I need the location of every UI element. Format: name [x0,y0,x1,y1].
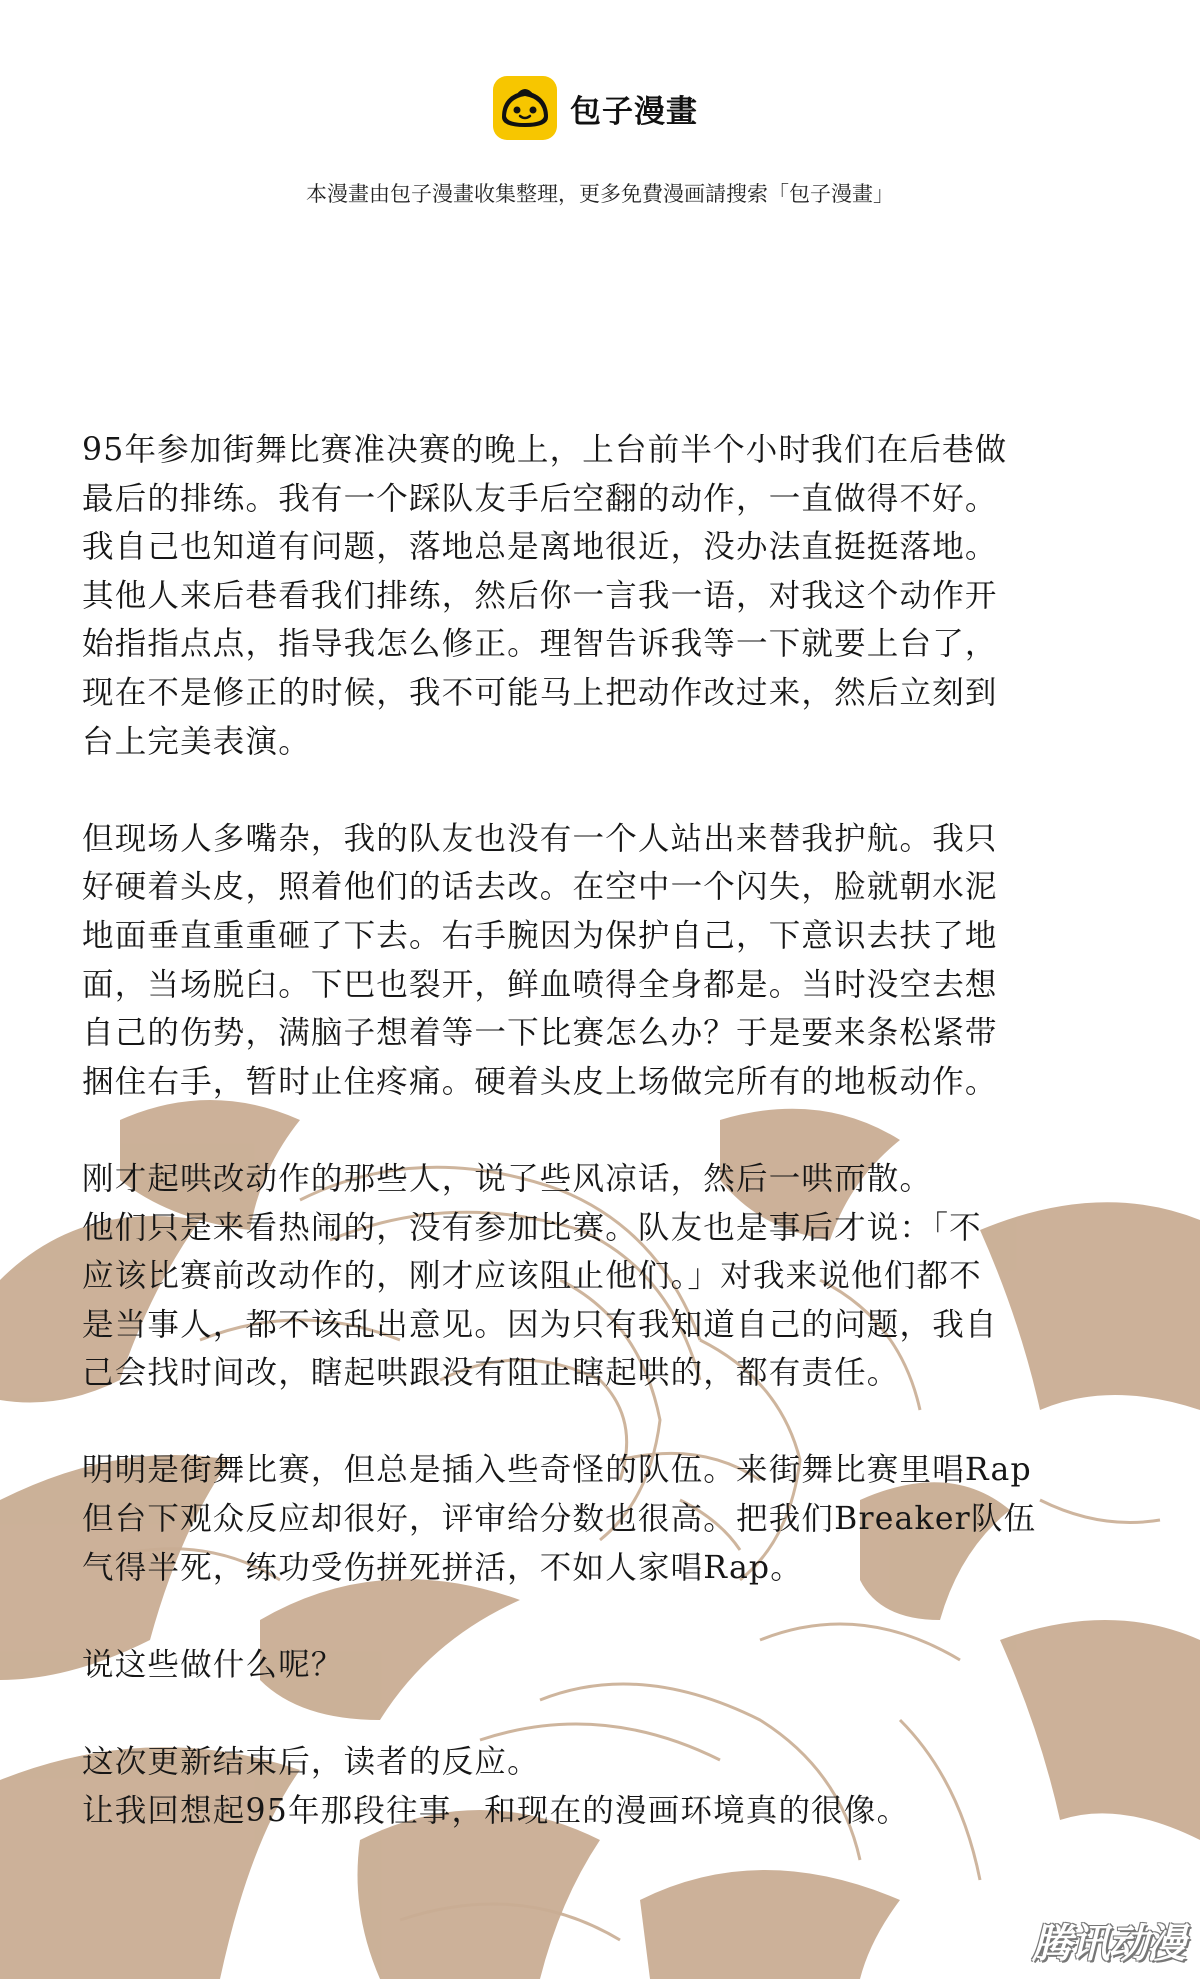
paragraph-4: 明明是街舞比赛，但总是插入些奇怪的队伍。来街舞比赛里唱Rap 但台下观众反应却很好，评审给分数也很高。把我们Breaker队伍 气得半死，练功受伤拼死拼活，不如人家唱Rap。 [82,1452,1037,1586]
paragraph-3: 刚才起哄改动作的那些人，说了些风凉话，然后一哄而散。 他们只是来看热闹的，没有参加比赛。队友也是事后才说：「不 应该比赛前改动作的，刚才应该阻止他们。」对我来说他们都不 是当事人，都不该乱出意见。因为只有我知道自己的问题，我自 己会找时间改，瞎起哄跟没有阻止瞎起哄的，都有责任。 [82,1160,998,1392]
brand-logo[interactable] [492,72,710,144]
paragraph-5: 说这些做什么呢？ [82,1646,344,1683]
bun-mascot-icon [492,75,558,141]
paragraph-1: 95年参加街舞比赛准决赛的晚上，上台前半个小时我们在后巷做 最后的排练。我有一个踩队友手后空翻的动作，一直做得不好。 我自己也知道有问题，落地总是离地很近，没办法直挺挺落地。 其他人来后巷看我们排练，然后你一言我一语，对我这个动作开 始指指点点，指导我怎么修正。理智告诉我等一下就要上台了， 现在不是修正的时候，我不可能马上把动作改过来，然后立刻到 台上完美表演。 [82,432,1008,760]
site-header [0,0,1200,230]
publisher-watermark: 腾讯动漫 [1032,1921,1184,1967]
site-notice: 本漫畫由包子漫畫收集整理，更多免費漫画請搜索「包子漫畫」 [306,182,894,206]
article-body [82,426,1122,1884]
paragraph-2: 但现场人多嘴杂，我的队友也没有一个人站出来替我护航。我只 好硬着头皮，照着他们的话去改。在空中一个闪失，脸就朝水泥 地面垂直重重砸了下去。右手腕因为保护自己，下意识去扶了地 面，当场脱臼。下巴也裂开，鲜血喷得全身都是。当时没空去想 自己的伤势，满脑子想着等一下比赛怎么办？于是要来条松紧带 捆住右手，暂时止住疼痛。硬着头皮上场做完所有的地板动作。 [82,820,998,1100]
paragraph-6: 这次更新结束后，读者的反应。 让我回想起95年那段往事，和现在的漫画环境真的很像。 [82,1744,910,1829]
brand-name: 包子漫畫 [570,93,698,130]
